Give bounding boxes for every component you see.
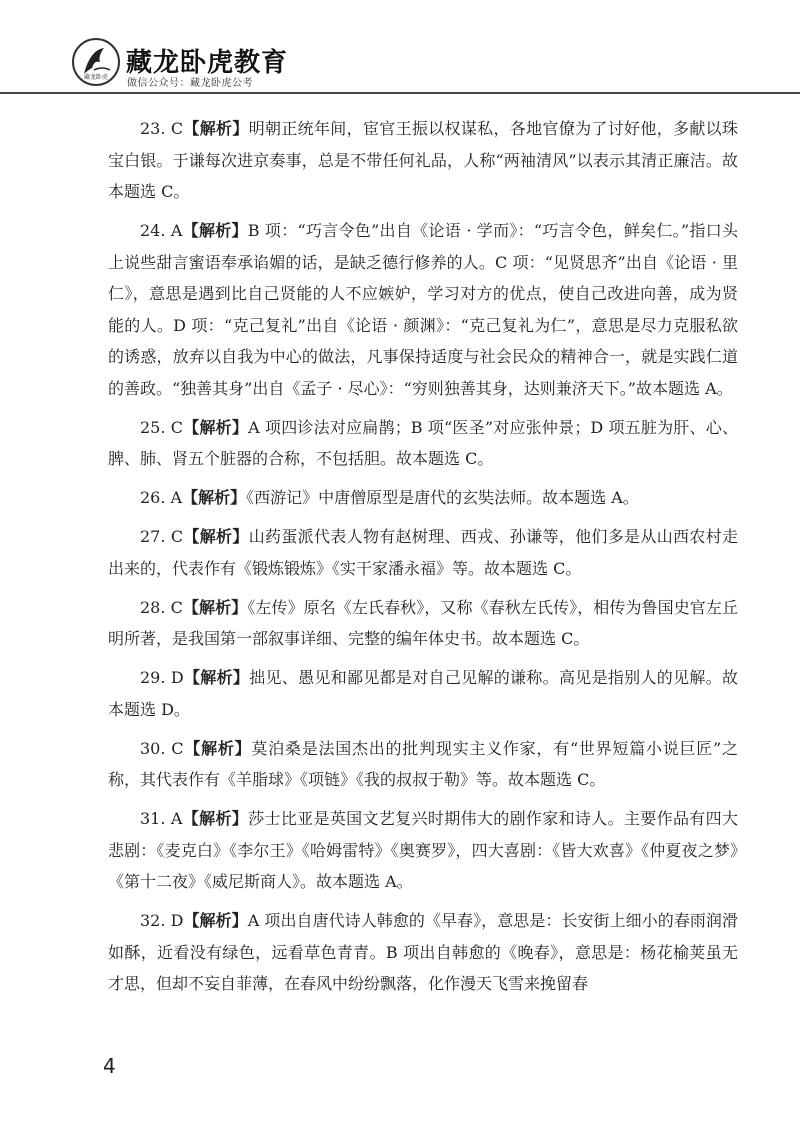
analysis-tag: 【解析】 [182, 221, 248, 240]
page-header [0, 0, 800, 92]
answer-text: 莎士比亚是英国文艺复兴时期伟大的剧作家和诗人。主要作品有四大悲剧：《麦克白》《李尔王》《哈姆雷特》《奥赛罗》，四大喜剧：《皆大欢喜》《仲夏夜之梦》《第十二夜》《威尼斯商人》。故本题选 A。 [108, 809, 738, 891]
answer-item-32 [108, 905, 738, 1000]
answer-item-29 [108, 662, 738, 725]
answer-item-28 [108, 592, 738, 655]
answer-number: 30. C [140, 738, 184, 758]
answer-number: 24. A [140, 221, 183, 240]
analysis-tag: 【解析】 [183, 668, 250, 687]
analysis-tag: 【解析】 [183, 527, 249, 546]
answer-item-31 [108, 803, 738, 898]
answer-number: 26. A [140, 488, 183, 507]
analysis-tag: 【解析】 [183, 911, 248, 930]
answer-text: B 项：“巧言令色”出自《论语 · 学而》：“巧言令色，鲜矣仁。”指口头上说些甜言蜜语奉承谄媚的话，是缺乏德行修养的人。C 项：“见贤思齐”出自《论语 · 里仁》，意思是遇到比自己贤能的人不应嫉妒，学习对方的优点，使自己改进向善，成为贤能的人。D 项：“克己复礼”出自《论语 · 颜渊》：“克己复礼为仁”，意思是尽力克服私欲的诱惑，放弃以自我为中心的做法，凡事保持适度与社会民众的精神合一，就是实践仁道的善政。“独善其身”出自《孟子 · 尽心》：“穷则独善其身，达则兼济天下。”故本题选 A。 [108, 221, 738, 398]
answer-item-30 [108, 733, 738, 796]
brand-name: 藏龙卧虎教育 [126, 48, 289, 78]
analysis-tag: 【解析】 [182, 809, 249, 828]
answer-item-27 [108, 521, 738, 584]
answer-text: 莫泊桑是法国杰出的批判现实主义作家，有“世界短篇小说巨匠”之称，其代表作有《羊脂球》《项链》《我的叔叔于勒》等。故本题选 C。 [108, 738, 738, 789]
answer-item-23 [108, 113, 738, 208]
answer-text: A 项四诊法对应扁鹊；B 项“医圣”对应张仲景；D 项五脏为肝、心、脾、肺、肾五个脏器的合称，不包括胆。故本题选 C。 [108, 417, 738, 468]
analysis-tag: 【解析】 [182, 597, 248, 617]
answer-explanations [108, 113, 738, 1007]
answer-number: 28. C [140, 597, 183, 617]
answer-item-25 [108, 412, 738, 475]
analysis-tag: 【解析】 [183, 738, 252, 758]
answer-item-26 [108, 482, 738, 514]
answer-text: 山药蛋派代表人物有赵树理、西戎、孙谦等，他们多是从山西农村走出来的，代表作有《锻炼锻炼》《实干家潘永福》等。故本题选 C。 [108, 527, 738, 578]
answer-number: 23. C [140, 119, 184, 138]
answer-text: 拙见、愚见和鄙见都是对自己见解的谦称。高见是指别人的见解。故本题选 D。 [108, 668, 738, 719]
analysis-tag: 【解析】 [182, 488, 247, 507]
logo-text: 藏龙卧虎 [84, 74, 109, 81]
answer-text: 明朝正统年间，宦官王振以权谋私，各地官僚为了讨好他，多献以珠宝白银。于谦每次进京奏事，总是不带任何礼品，人称“两袖清风”以表示其清正廉洁。故本题选 C。 [108, 119, 738, 201]
answer-number: 32. D [140, 911, 184, 930]
brand-slogan: 做信公众号：藏龙卧虎公考 [127, 78, 253, 89]
analysis-tag: 【解析】 [183, 119, 249, 138]
answer-number: 29. D [140, 668, 184, 687]
answer-text: 《西游记》中唐僧原型是唐代的玄奘法师。故本题选 A。 [246, 488, 639, 507]
answer-text: 《左传》原名《左氏春秋》，又称《春秋左氏传》，相传为鲁国史官左丘明所著，是我国第一部叙事详细、完整的编年体史书。故本题选 C。 [108, 597, 738, 648]
answer-number: 27. C [140, 527, 184, 546]
page-number: 4 [103, 1054, 116, 1078]
header-divider [0, 92, 800, 94]
answer-number: 25. C [140, 417, 183, 437]
answer-number: 31. A [140, 809, 183, 828]
answer-text: A 项出自唐代诗人韩愈的《早春》，意思是：长安街上细小的春雨润滑如酥，近看没有绿色，远看草色青青。B 项出自韩愈的《晚春》，意思是：杨花榆荚虽无才思，但却不妄自菲薄，在春风中纷纷飘落，化作漫天飞雪来挽留春 [108, 911, 738, 993]
analysis-tag: 【解析】 [183, 417, 249, 437]
answer-item-24 [108, 215, 738, 404]
